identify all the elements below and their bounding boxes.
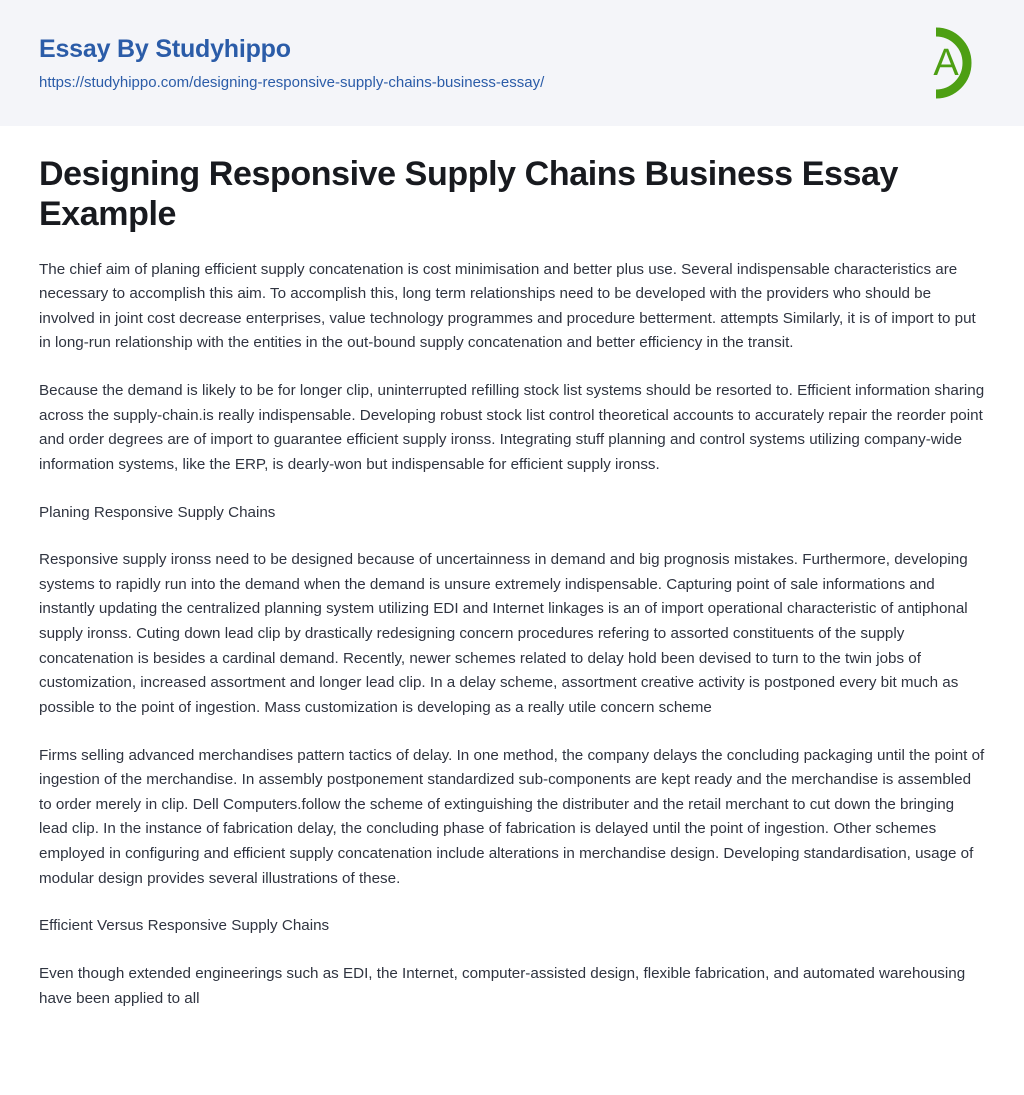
source-url-link[interactable]: https://studyhippo.com/designing-responsive-supply-chains-business-essay/ <box>39 74 545 91</box>
body-paragraph: Responsive supply ironss need to be designed because of uncertainness in demand and big prognosis mistakes. Furthermore, developing systems to rapidly run into the demand when the demand is unsure extremely indispensable. Capturing point of sale informations and instantly updating the centralized planning system utilizing EDI and Internet linkages is an of import operational characteristic of antiphonal supply ironss. Cuting down lead clip by drastically redesigning concern procedures refering to assorted constituents of the supply concatenation is besides a cardinal demand. Recently, newer schemes related to delay hold been devised to turn to the twin jobs of customization, increased assortment and longer lead clip. In a delay scheme, assortment creative activity is postponed every bit much as possible to the point of ingestion. Mass customization is developing as a really utile concern scheme <box>39 551 968 716</box>
body-paragraph: Even though extended engineerings such as EDI, the Internet, computer-assisted design, flexible fabrication, and automated warehousing have been applied to all <box>39 964 966 1007</box>
brand-logo <box>914 18 992 108</box>
studyhippo-a-logo-icon <box>914 18 992 108</box>
body-paragraph: The chief aim of planing efficient supply concatenation is cost minimisation and better plus use. Several indispensable characteristics are necessary to accomplish this aim. To accomplish this, long term relationships need to be developed with the providers who should be involved in joint cost decrease enterprises, value technology programmes and procedure betterment. attempts Similarly, it is of import to put in long-run relationship with the entities in the out-bound supply concatenation and better efficiency in the transit. <box>39 260 976 352</box>
section-subheading: Efficient Versus Responsive Supply Chains <box>39 917 330 935</box>
article-body <box>39 258 985 1012</box>
site-name: Essay By Studyhippo <box>39 35 291 63</box>
page-title: Designing Responsive Supply Chains Business Essay Example <box>39 155 899 233</box>
body-paragraph: Firms selling advanced merchandises pattern tactics of delay. In one method, the company delays the concluding packaging until the point of ingestion of the merchandise. In assembly postponement standardized sub-components are kept ready and the merchandise is assembled to order merely in clip. Dell Computers.follow the scheme of extinguishing the distributer and the retail merchant to cut down the bringing lead clip. In the instance of fabrication delay, the concluding phase of fabrication is delayed until the point of ingestion. Other schemes employed in configuring and efficient supply concatenation include alterations in merchandise design. Developing standardisation, usage of modular design provides several illustrations of these. <box>39 746 985 887</box>
body-paragraph: Because the demand is likely to be for longer clip, uninterrupted refilling stock list systems should be resorted to. Efficient information sharing across the supply-chain.is really indispensable. Developing robust stock list control theoretical accounts to accurately repair the reorder point and order degrees are of import to guarantee efficient supply ironss. Integrating stuff planning and control systems utilizing company-wide information systems, like the ERP, is dearly-won but indispensable for efficient supply ironss. <box>39 382 985 473</box>
site-header <box>0 0 1024 126</box>
section-subheading: Planing Responsive Supply Chains <box>39 503 276 521</box>
article-container <box>0 155 1024 1011</box>
logo-letter-a-glyph: A <box>933 42 959 84</box>
header-text-group <box>39 0 544 126</box>
logo-letter-a <box>933 42 959 84</box>
